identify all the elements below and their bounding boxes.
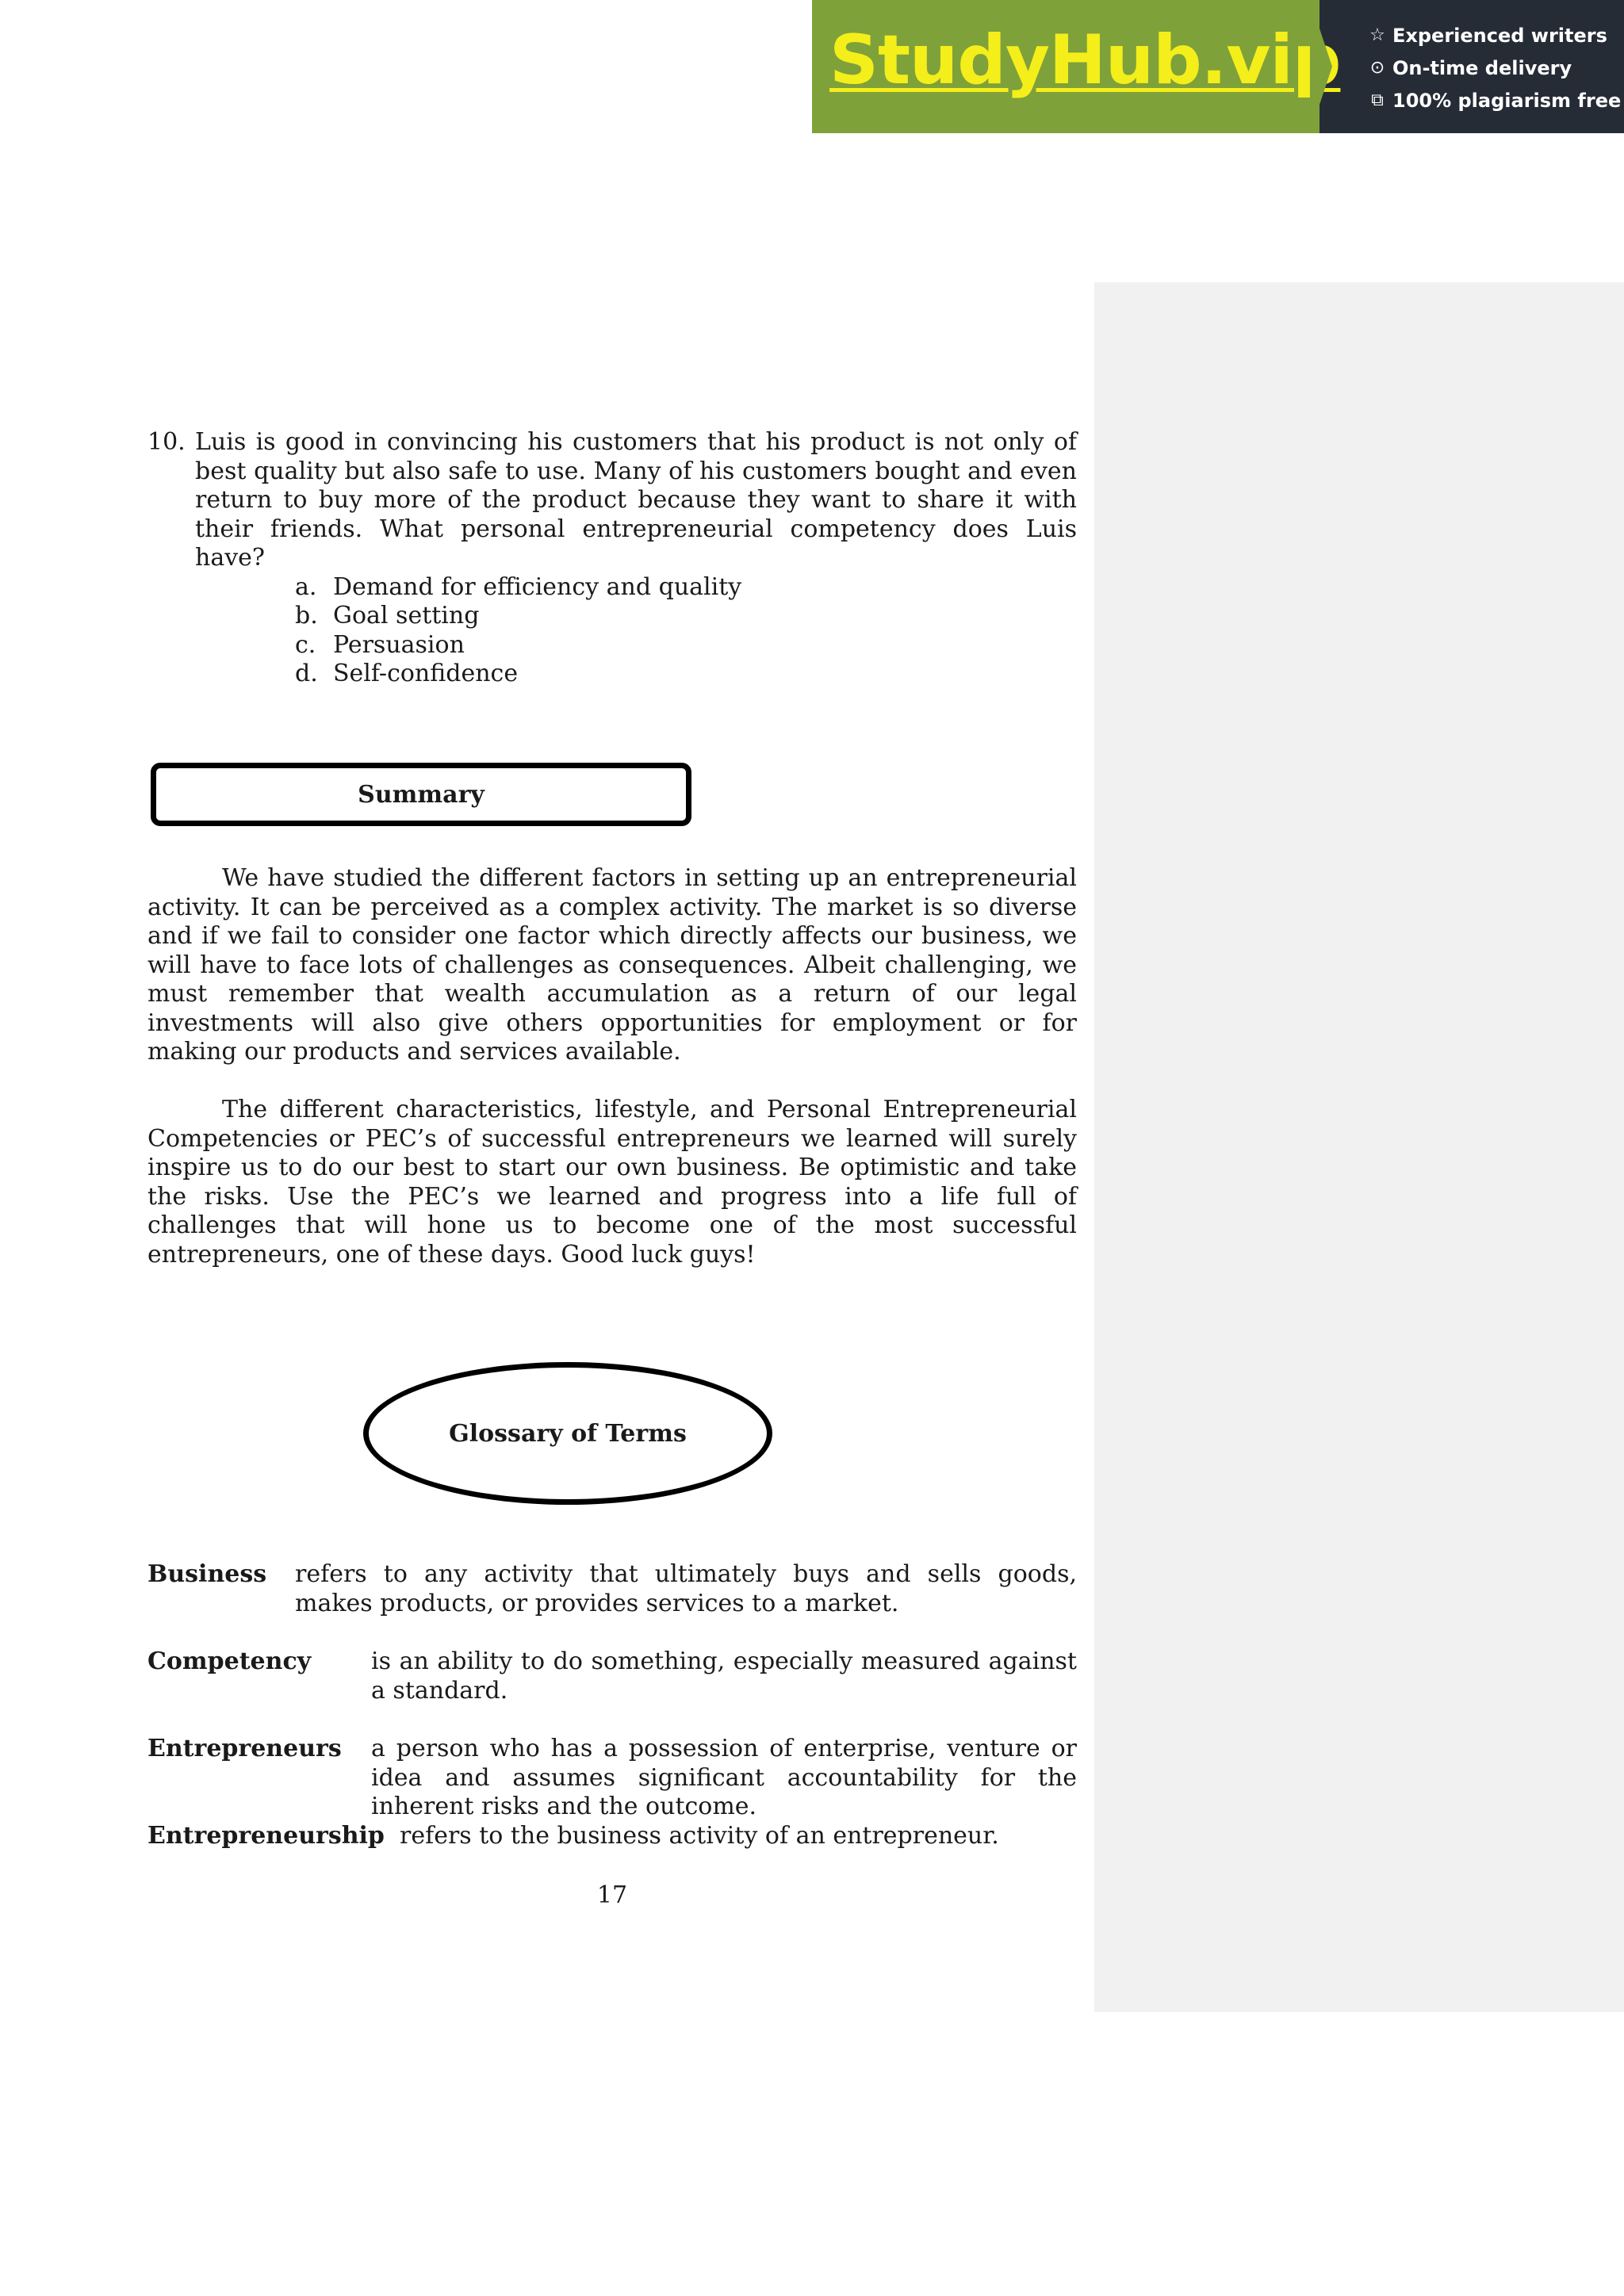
glossary-definition: a person who has a possession of enterprise, venture or idea and assumes significant accountability for the inherent risks and the outcome. — [371, 1735, 1077, 1820]
question-number: 10. — [147, 428, 186, 456]
comment-margin-panel — [1094, 282, 1624, 2012]
choice-letter: d. — [295, 660, 318, 687]
feature-experienced-writers — [1369, 19, 1624, 52]
banner-features — [1320, 0, 1624, 133]
star-icon: ☆ — [1369, 25, 1385, 45]
glossary-term: Entrepreneurs — [147, 1735, 342, 1762]
glossary-definition: refers to the business activity of an entrepreneur. — [400, 1822, 999, 1850]
question-text: Luis is good in convincing his customers that his product is not only of best quality but also safe to use. Many of his customers bought and even return to buy more of the product because they want to share it with their friends. What personal entrepreneurial competency does Luis have? — [195, 428, 1077, 572]
clock-icon: ⊙ — [1369, 58, 1385, 78]
glossary-definition: refers to any activity that ultimately buys and sells goods, makes products, or provides services to a market. — [295, 1560, 1077, 1617]
glossary-entry-business — [147, 1560, 1077, 1618]
choice-letter: c. — [295, 630, 316, 659]
choice-text: Self-confidence — [333, 660, 519, 687]
glossary-definition-wrap — [295, 1647, 1077, 1705]
feature-label: 100% plagiarism free — [1392, 89, 1622, 112]
glossary-heading: Glossary of Terms — [363, 1362, 772, 1505]
summary-heading: Summary — [151, 763, 691, 826]
choice-letter: a. — [295, 572, 317, 601]
choice-text: Goal setting — [333, 602, 480, 629]
choice-text: Demand for efficiency and quality — [333, 572, 742, 601]
quiz-question — [147, 428, 1077, 689]
banner-logo-panel — [812, 0, 1341, 133]
feature-label: On-time delivery — [1392, 56, 1572, 79]
glossary-term: Business — [147, 1560, 267, 1588]
choice-c — [295, 631, 1077, 660]
glossary-term: Competency — [147, 1647, 312, 1675]
glossary-term: Entrepreneurship — [147, 1822, 385, 1850]
choice-d — [295, 660, 1077, 689]
feature-label: Experienced writers — [1392, 24, 1607, 47]
summary-paragraph: We have studied the different factors in setting up an entrepreneurial activity. It can be perceived as a complex activity. The market is so diverse and if we fail to consider one factor which directly affects our business, we will have to face lots of challenges as consequences. Albeit challenging, we must remember that wealth accumulation as a return of our legal investments will also give others opportunities for employment or for making our products and services available. — [147, 864, 1077, 1066]
studyhub-banner[interactable] — [812, 0, 1624, 133]
choice-letter: b. — [295, 602, 318, 629]
feature-on-time-delivery — [1369, 52, 1624, 84]
choice-b — [295, 602, 1077, 631]
summary-paragraph: The different characteristics, lifestyle, and Personal Entrepreneurial Competencies or PEC’s of successful entrepreneurs we learned will surely inspire us to do our best to start our own business. Be optimistic and take the risks. Use the PEC’s we learned and progress into a life full of challenges that will hone us to become one of the most successful entrepreneurs, one of these days. Good luck guys! — [147, 1096, 1077, 1269]
answer-choices — [295, 573, 1077, 689]
glossary-entry-entrepreneurship — [147, 1822, 1077, 1851]
glossary-definition-wrap — [295, 1735, 1077, 1822]
glossary-entry-entrepreneurs — [147, 1735, 1077, 1822]
studyhub-logo: StudyHub.vip — [829, 21, 1341, 100]
choice-a — [295, 573, 1077, 603]
banner-arrow-shape — [1310, 0, 1332, 133]
copy-icon: ⧉ — [1371, 90, 1384, 110]
feature-plagiarism-free — [1369, 84, 1624, 117]
glossary-entry-competency — [147, 1647, 1077, 1705]
page-number: 17 — [596, 1881, 628, 1909]
choice-text: Persuasion — [333, 630, 465, 659]
glossary-definition: is an ability to do something, especially measured against a standard. — [371, 1647, 1077, 1705]
